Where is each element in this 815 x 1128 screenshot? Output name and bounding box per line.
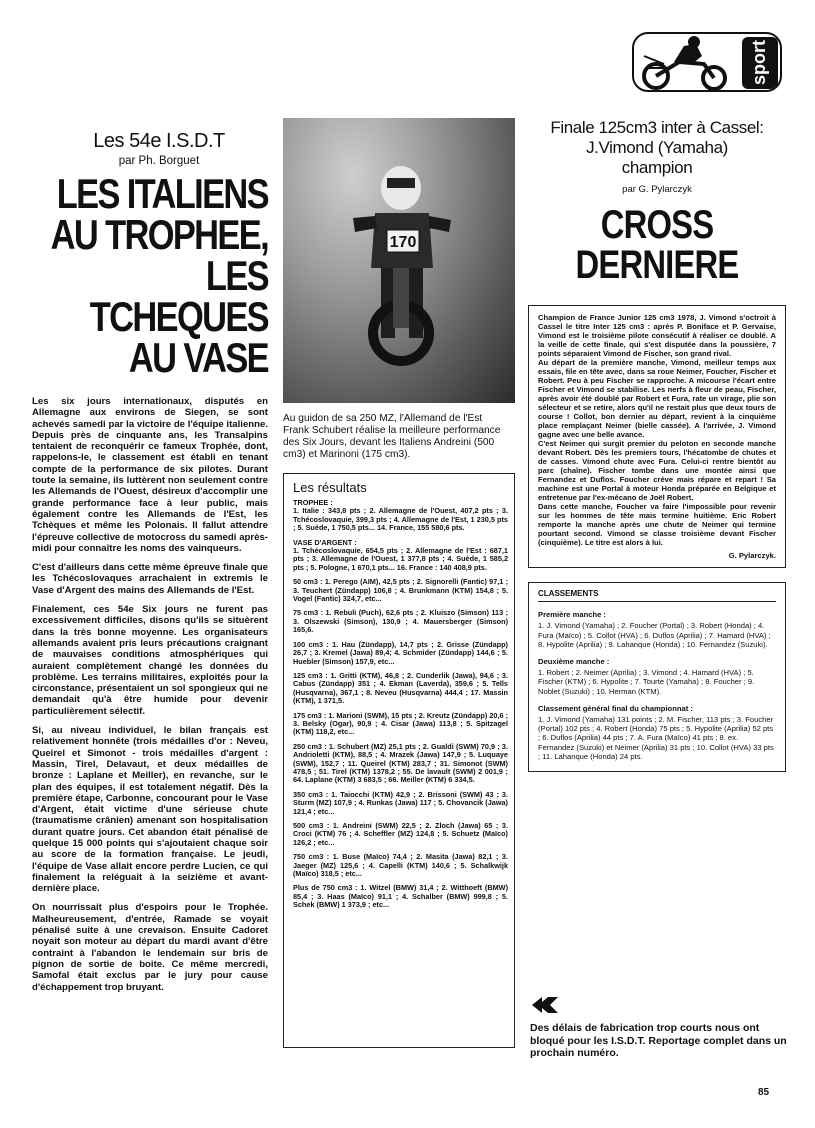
general-title: Classement général final du championnat :	[538, 703, 693, 713]
results-text: 1. Tchécoslovaquie, 654,5 pts ; 2. Allemagne de l'Est : 687,1 pts ; 3. Allemagne de l'Ouest, 1 377,8 pts ; 4. Suède, 1 585,2 pts ; 5. Pologne, 1 670,1 pts... 16. France : 140 408,9 pts.	[293, 546, 508, 572]
arrow-bullet-icon	[530, 995, 560, 1015]
logo-text: sport	[742, 37, 778, 89]
title-line: DERNIERE	[575, 243, 739, 287]
title-line: CROSS	[600, 203, 714, 247]
title-line: AU VASE	[128, 334, 268, 381]
title-line: LES ITALIENS	[56, 170, 268, 217]
cross-article-box	[528, 305, 786, 568]
results-entry: 500 cm3 : 1. Andreini (SWM) 22,5 ; 2. Zloch (Jawa) 65 ; 3. Croci (KTM) 76 ; 4. Scheffler (MZ) 124,8 ; 5. Schuetz (Maïco) 126,2 ; etc...	[293, 821, 508, 847]
signature: G. Pylarczyk.	[728, 551, 776, 560]
paragraph: Si, au niveau individuel, le bilan français est relativement honnête (trois médailles d'or : Neveu, Queirel et Simonot - trois médailles d'argent : Massin, Tirel, Delavaut, et deux médailles de bronze : Laplane et Meiller), en revanche, sur le plan des équipes, il est totalement négatif. Dès la première étape, Carbonne, concourant pour le Vase d'Argent, était victime d'une sérieuse chute (traumatisme crânien) amenant son hospitalisation durant quatre jours. Cet abandon était pénalisé de quelque 15 000 points qui s'ajoutaient chaque soir au score de la formation française. Le jeudi, l'équipe de Vase allait encore perdre Lucien, ce qui finalement la reléguait à la seizième et avant-dernière place.	[32, 725, 268, 895]
enduro-rider-image	[283, 118, 515, 403]
results-entry: 100 cm3 : 1. Hau (Zündapp), 14,7 pts ; 2. Grisse (Zündapp) 26,7 ; 3. Kremel (Jawa) 89,4; 4. Schmider (Zündapp) 144,6 ; 5. Huebler (Simson) 157,9, etc...	[293, 639, 508, 666]
results-entry: 125 cm3 : 1. Gritti (KTM), 46,8 ; 2. Cunderlik (Jawa), 94,6 ; 3. Cabus (Zündapp) 351 ; 4. Ekman (Laverda), 359,6 ; 5. Tells (Husqvarna), 367,1 ; 8. Neveu (Husqvarna) 444,4 ; 17. Massin (KTM), 1 371,5.	[293, 670, 508, 706]
results-heading: VASE D'ARGENT :	[293, 537, 357, 547]
paragraph: Champion de France Junior 125 cm3 1978, J. Vimond s'octroit à Cassel le titre Inter 125 cm3 : après P. Boniface et P. Gervaise, Vimond est le troisième pilote consécutif à réaliser ce doublé. A la veille de cette finale, qui s'est disputée dans la poussière, 7 points séparaient Vimond de Fischer, son grand rival.	[538, 313, 776, 358]
page-number: 85	[758, 1087, 770, 1098]
article-byline: par Ph. Borguet	[118, 155, 200, 167]
results-entry	[293, 499, 508, 533]
results-entry: 175 cm3 : 1. Marioni (SWM), 15 pts ; 2. Kreutz (Zündapp) 20,6 ; 3. Belsky (Ogar), 90,9 ; 4. Cisar (Jawa) 113,8 ; 5. Spitzagel (KTM) 118,2, etc...	[293, 710, 508, 737]
results-title: Les résultats	[293, 480, 367, 495]
manche2-results: 1. Robert ; 2. Neimer (Aprilia) ; 3. Vimond ; 4. Hamard (HVA) ; 5. Fischer (KTM) ; 6. Hypolite ; 7. Tourte (Yamaha) ; 8. Foucher ; 9. Noblet (Suzuki) ; 10. Herman (KTM).	[538, 668, 755, 696]
manche1-title: Première manche :	[538, 610, 606, 620]
sport-logo	[632, 32, 782, 92]
cross-article	[528, 118, 786, 772]
results-entry	[293, 539, 508, 573]
results-entry: 350 cm3 : 1. Taiocchi (KTM) 42,9 ; 2. Brissoni (SWM) 43 ; 3. Sturm (MZ) 107,9 ; 4. Runkas (Jawa) 117 ; 5. Chovancik (Jawa) 121,4 ; etc...	[293, 789, 508, 816]
photo-and-results	[283, 118, 515, 1048]
paragraph: Au départ de la première manche, Vimond, meilleur temps aux essais, file en tête avec, dans sa roue Neimer, Foucher, Fischer et Robert. Peu à peu Fischer se rapproche. A micourse l'écart entre Fischer et Vimond se stabilise. Les nerfs à fleur de peau, Fischer, après avoir été doublé par Robert et Fura, rate un virage, plie son sélecteur et se retire, alors qu'il ne restait plus que deux tours de course ! Collot, bon dernier au départ, revient à la cinquième place remplaçant Neimer (bielle cassée). A l'arrivée, J. Vimond gagne avec une belle avance.	[538, 358, 776, 439]
isdt-article	[32, 130, 268, 993]
general-results: 1. J. Vimond (Yamaha) 131 points ; 2. M. Fischer, 113 pts ; 3. Foucher (Portal) 102 pts ; 4. Robert (Honda) 75 pts ; 5. Hypolite (Aprilia) 52 pts ; 6. Duflos (Aprilia) 44 pts ; 7. A. Fura (Maïco) 41 pts ; 8. ex. Fernandez (Suzuki) et Neimer (Aprilia) 31 pts ; 10. Collot (HVA) 33 pts ; 11. Lahanque (Honda) 24 pts.	[538, 715, 774, 761]
cross-title	[551, 205, 763, 285]
results-entry: 750 cm3 : 1. Buse (Maïco) 74,4 ; 2. Masita (Jawa) 82,1 ; 3. Jaeger (MZ) 125,6 ; 4. Capelli (KTM) 140,6 ; 5. Schalkwijk (Maïco) 318,5 ; etc...	[293, 852, 508, 879]
paragraph: Dans cette manche, Foucher va faire l'impossible pour revenir sur les hommes de tête mais termine huitième. Eric Robert remporte la manche après une chute de Neimer qui termine pourtant second. Vimond se classe troisième devant Fischer (cinquième). Le titre est alors à lui.	[538, 502, 776, 547]
paragraph: On nourrissait plus d'espoirs pour le Trophée. Malheureusement, d'entrée, Ramade se voyait pénalisé suite à une crevaison. Ensuite Cadoret noyait son moteur au départ du mardi avant d'être contraint à l'abandon le lendemain sur bris de pignon de sortie de boite. Ce même mercredi, Samofal était exclus par le jury pour cause d'échappement trop bruyant.	[32, 902, 268, 993]
results-heading: TROPHEE :	[293, 498, 333, 507]
headline-line: Finale 125cm3 inter à Cassel:	[550, 118, 764, 137]
article-kicker: Les 54e I.S.D.T	[93, 130, 225, 152]
paragraph: Finalement, ces 54e Six jours ne furent pas excessivement difficiles, disons qu'ils se situèrent dans la très bonne moyenne. Les organisateurs allemands avaient pris leurs précautions craignant de mauvaises conditions atmosphériques qui auraient complètement changé les données du problème. Les terrains militaires, exploités pour la circonstance, présentaient un sol spongieux qui ne demandait qu'à être humide pour devenir particulièrement sélectif.	[32, 604, 268, 717]
photo-caption: Au guidon de sa 250 MZ, l'Allemand de l'Est Frank Schubert réalise la meilleure performance des Six Jours, devant les Italiens Andreini (500 cm3) et Marinoni (175 cm3).	[283, 413, 501, 460]
classements-title: CLASSEMENTS	[538, 589, 776, 602]
results-entry: 75 cm3 : 1. Rebuli (Puch), 62,6 pts ; 2. Kluiszo (Simson) 113 ; 3. Olszewski (Simson), 130,9 ; 4. Mauersberger (Simson) 165,6.	[293, 608, 508, 635]
manche1-results: 1. J. Vimond (Yamaha) ; 2. Foucher (Portal) ; 3. Robert (Honda) ; 4. Fura (Maïco) ; 5. Collot (HVA) ; 6. Duflos (Aprilia) ; 7. Hamard (HVA) ; 8. Hypolite (Aprilia) ; 9. Lahanque (Honda) ; 10. Fernandez (Suzuki).	[538, 621, 771, 649]
results-box	[283, 473, 515, 1048]
results-entry: Plus de 750 cm3 : 1. Witzel (BMW) 31,4 ; 2. Witthoeft (BMW) 85,4 ; 3. Haas (Maïco) 91,1 ; 4. Schalber (BMW) 999,8 ; 5. Schek (BMW) 1 373,9 ; etc...	[293, 883, 508, 910]
editor-note: Des délais de fabrication trop courts nous ont bloqué pour les I.S.D.T. Reportage complet dans un prochain numéro.	[530, 1022, 787, 1059]
race-number: 170	[389, 234, 417, 251]
article-title	[32, 170, 268, 381]
results-entry: 250 cm3 : 1. Schubert (MZ) 25,1 pts ; 2. Gualdi (SWM) 70,9 ; 3. Andrioletti (KTM), 88,5 ; 4. Mrazek (Jawa) 147,9 ; 5. Luquaye (SWM), 152,7 ; 11. Queirel (KTM) 283,7 ; 31. Simonot (SWM) 478,5 ; 51. Tirel (KTM) 1378,2 ; 55. De lavault (SWM) 2 001,9 ; 64. Laplane (KTM) 3 683,5 ; 66. Meiller (KTM) 6 334,5.	[293, 741, 508, 785]
headline-line: J.Vimond (Yamaha)	[586, 138, 728, 157]
headline-line: champion	[621, 158, 693, 177]
paragraph: Les six jours internationaux, disputés en Allemagne aux environs de Siegen, se sont achevés samedi par la victoire de l'équipe italienne. Depuis près de cinquante ans, les Transalpins tentaient de reconquérir ce fameux Trophée, dont, rappelons-le, le classement est établi en tenant compte de la performance de six pilotes. Durant toute la semaine, ils luttèrent non seulement contre les Allemands de l'Ouest, désireux d'accomplir une grande performance face à leur public, mais également contre les Allemands de l'Est, les Tchèques et même les Polonais. Il fallut attendre l'épreuve collective de motocross du samedi après-midi pour connaître les noms des vainqueurs.	[32, 396, 268, 554]
title-line: AU TROPHEE,	[50, 211, 268, 258]
classements-box	[528, 582, 786, 772]
finale-headline	[528, 118, 786, 178]
cross-byline: par G. Pylarczyk	[622, 184, 692, 195]
article-body	[32, 396, 268, 993]
paragraph: C'est d'ailleurs dans cette même épreuve finale que les Tchécoslovaques arrachaient in extremis le Vase d'Argent des mains des Allemands de l'Est.	[32, 562, 268, 596]
manche2-title: Deuxième manche :	[538, 657, 610, 667]
rider-photo	[283, 118, 515, 403]
results-text: 1. Italie : 343,8 pts ; 2. Allemagne de l'Ouest, 407,2 pts ; 3. Tchécoslovaquie, 399,3 pts ; 4. Allemagne de l'Est, 1 230,5 pts ; 5. Suède, 1 750,5 pts... 14. France, 155 580,6 pts.	[293, 506, 508, 533]
title-line: LES TCHEQUES	[89, 252, 268, 340]
results-entry: 50 cm3 : 1. Perego (AIM), 42,5 pts ; 2. Signorelli (Fantic) 97,1 ; 3. Teuchert (Zündapp) 106,8 ; 4. Brunkmann (KTM) 154,8 ; 5. Vogel (Fantic) 324,7, etc...	[293, 577, 508, 604]
paragraph: C'est Neimer qui surgit premier du peloton en seconde manche devant Robert. Dès les premiers tours, l'hécatombe de chutes et de casses. Vimond chute avec Fura. Celui-ci rentre bientôt au parc (chaîne). Fischer tombe dans une montée ainsi que Fernandez et Duflos. Foucher crève mais répare et repart ! Sa machine est une Portal à moteur Honda préparée en Belgique et entretenue par l'ex-mécano de Joël Robert.	[538, 439, 776, 502]
